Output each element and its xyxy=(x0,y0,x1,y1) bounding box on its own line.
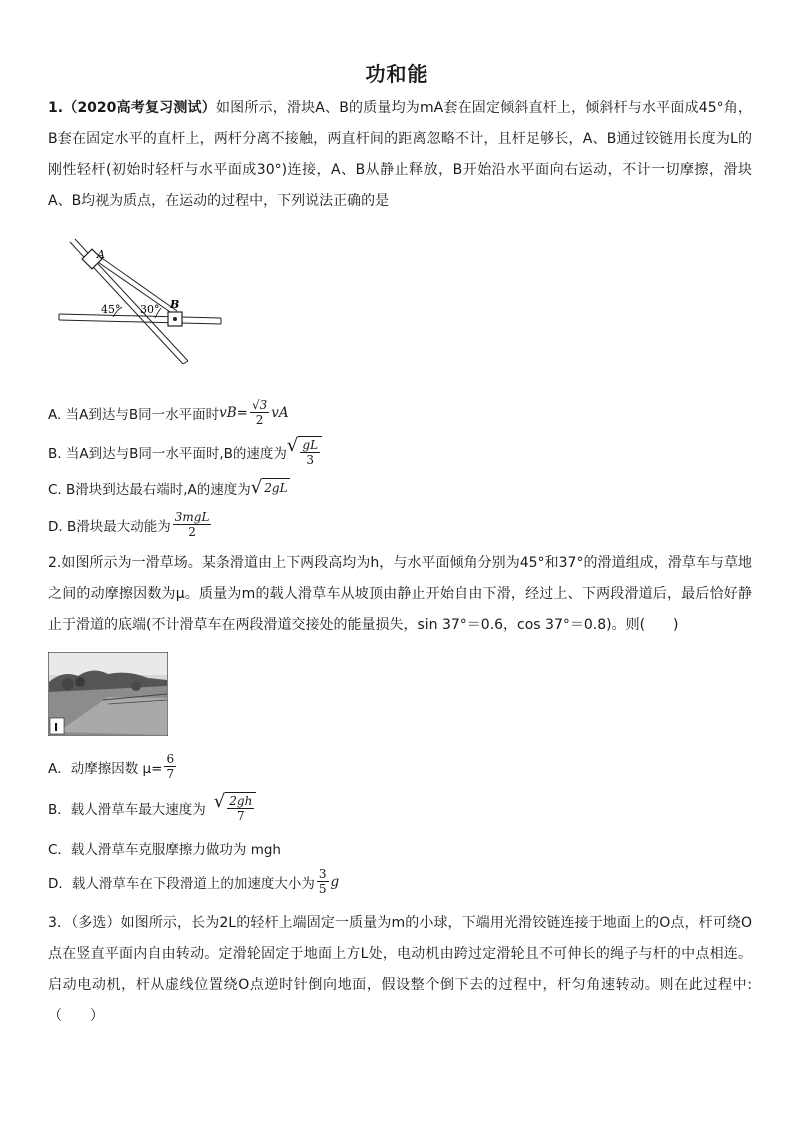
question-3 xyxy=(48,908,752,1032)
question-1-figure xyxy=(55,236,230,371)
question-2-photo xyxy=(48,652,168,736)
photo-label: I xyxy=(54,721,59,734)
fraction: $\frac{\text{3mgL}}{2}$ xyxy=(174,510,210,539)
question-1-number: 1. xyxy=(48,100,64,116)
sqrt: √ $\frac{gL}{3}$ xyxy=(287,436,322,467)
question-3-text: 3．（多选）如图所示，长为2L的轻杆上端固定一质量为m的小球，下端用光滑铰链连接于地面上的O点，杆可绕O点在竖直平面内自由转动。定滑轮固定于地面上方L处，电动机由跨过定滑轮且不可伸长的绳子与杆的中点相连。启动电动机，杆从虚线位置绕O点逆时针倒向地面，假设整个倒下去的过程中，杆匀角速转动。则在此过程中:（ ） xyxy=(48,915,752,1024)
figure-label-b: B xyxy=(170,298,180,311)
fraction: $\frac{3}{5}$ xyxy=(318,867,327,896)
q1-option-c[interactable]: C. B滑块到达最右端时,A的速度为 √ 2gL xyxy=(48,477,288,498)
q2-option-c[interactable]: C．载人滑草车克服摩擦力做功为 mgh xyxy=(48,842,281,858)
figure-angle-30: 30° xyxy=(140,303,160,316)
q1-option-a[interactable]: A. 当A到达与B同一水平面时 vB = $\frac{√3}{2}$ vA xyxy=(48,398,289,427)
question-2-text: 2.如图所示为一滑草场。某条滑道由上下两段高均为h，与水平面倾角分别为45°和37°的滑道组成，滑草车与草地之间的动摩擦因数为μ。质量为m的载人滑草车从坡顶由静止开始自由下滑，经过上、下两段滑道后，最后恰好静止于滑道的底端(不计滑草车在两段滑道交接处的能量损失，sin 37°＝0.6，cos 37°＝0.8)。则( ) xyxy=(48,555,752,633)
figure-angle-45: 45° xyxy=(101,303,121,316)
sqrt: √ 2gL xyxy=(250,477,288,498)
q1-option-b[interactable]: B. 当A到达与B同一水平面时,B的速度为 √ $\frac{gL}{3}$ xyxy=(48,436,322,467)
fraction: $\frac{√3}{2}$ xyxy=(251,398,268,427)
q1-option-d[interactable]: D. B滑块最大动能为 $\frac{\text{3mgL}}{2}$ xyxy=(48,510,210,539)
question-1-source: （2020高考复习测试） xyxy=(63,100,216,116)
page-title: 功和能 xyxy=(365,62,429,86)
sqrt: √ $\frac{2gh}{7}$ xyxy=(214,792,257,823)
q2-option-d[interactable]: D．载人滑草车在下段滑道上的加速度大小为 $\frac{3}{5}$ g xyxy=(48,867,340,896)
fraction: $\frac{6}{7}$ xyxy=(166,752,175,781)
question-2 xyxy=(48,548,752,641)
figure-label-a: A xyxy=(97,248,105,261)
q2-option-b[interactable]: B．载人滑草车最大速度为 √ $\frac{2gh}{7}$ xyxy=(48,792,256,823)
q2-option-a[interactable]: A．动摩擦因数 μ= $\frac{6}{7}$ xyxy=(48,752,175,781)
question-1 xyxy=(48,93,752,217)
question-1-text: 如图所示，滑块A、B的质量均为mA套在固定倾斜直杆上，倾斜杆与水平面成45°角，B套在固定水平的直杆上，两杆分离不接触，两直杆间的距离忽略不计，且杆足够长，A、B通过铰链用长度为L的刚性轻杆(初始时轻杆与水平面成30°)连接，A、B从静止释放，B开始沿水平面向右运动，不计一切摩擦，滑块A、B均视为质点，在运动的过程中，下列说法正确的是 xyxy=(48,100,752,209)
